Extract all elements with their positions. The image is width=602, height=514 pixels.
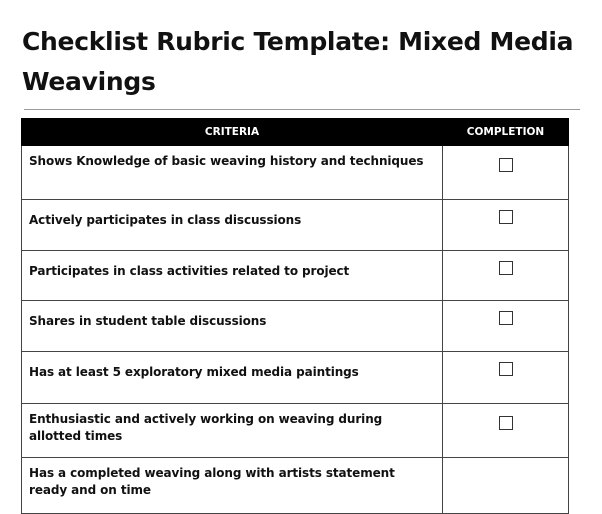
completion-checkbox[interactable] — [499, 158, 513, 172]
table-row — [22, 146, 569, 200]
criteria-cell: Shows Knowledge of basic weaving history and techniques — [22, 146, 443, 200]
completion-cell — [443, 404, 569, 458]
table-header-row — [22, 119, 569, 146]
criteria-cell: Actively participates in class discussions — [22, 200, 443, 251]
completion-cell — [443, 200, 569, 251]
criteria-cell: Enthusiastic and actively working on weaving during allotted times — [22, 404, 443, 458]
criteria-header: CRITERIA — [22, 119, 443, 146]
table-row — [22, 200, 569, 251]
table-row — [22, 301, 569, 352]
page-title: Checklist Rubric Template: Mixed Media Weavings — [22, 27, 574, 96]
completion-checkbox[interactable] — [499, 416, 513, 430]
table-row — [22, 352, 569, 404]
completion-cell — [443, 251, 569, 301]
completion-checkbox[interactable] — [499, 362, 513, 376]
table-row — [22, 251, 569, 301]
completion-cell — [443, 301, 569, 352]
table-row — [22, 404, 569, 458]
criteria-cell: Has at least 5 exploratory mixed media paintings — [22, 352, 443, 404]
completion-checkbox[interactable] — [499, 210, 513, 224]
completion-header: COMPLETION — [443, 119, 569, 146]
completion-cell — [443, 458, 569, 514]
criteria-cell: Has a completed weaving along with artists statement ready and on time — [22, 458, 443, 514]
rubric-table — [21, 118, 569, 514]
divider — [24, 109, 580, 110]
criteria-cell: Shares in student table discussions — [22, 301, 443, 352]
completion-checkbox[interactable] — [499, 261, 513, 275]
criteria-cell: Participates in class activities related to project — [22, 251, 443, 301]
table-row — [22, 458, 569, 514]
completion-cell — [443, 146, 569, 200]
completion-checkbox[interactable] — [499, 311, 513, 325]
completion-cell — [443, 352, 569, 404]
